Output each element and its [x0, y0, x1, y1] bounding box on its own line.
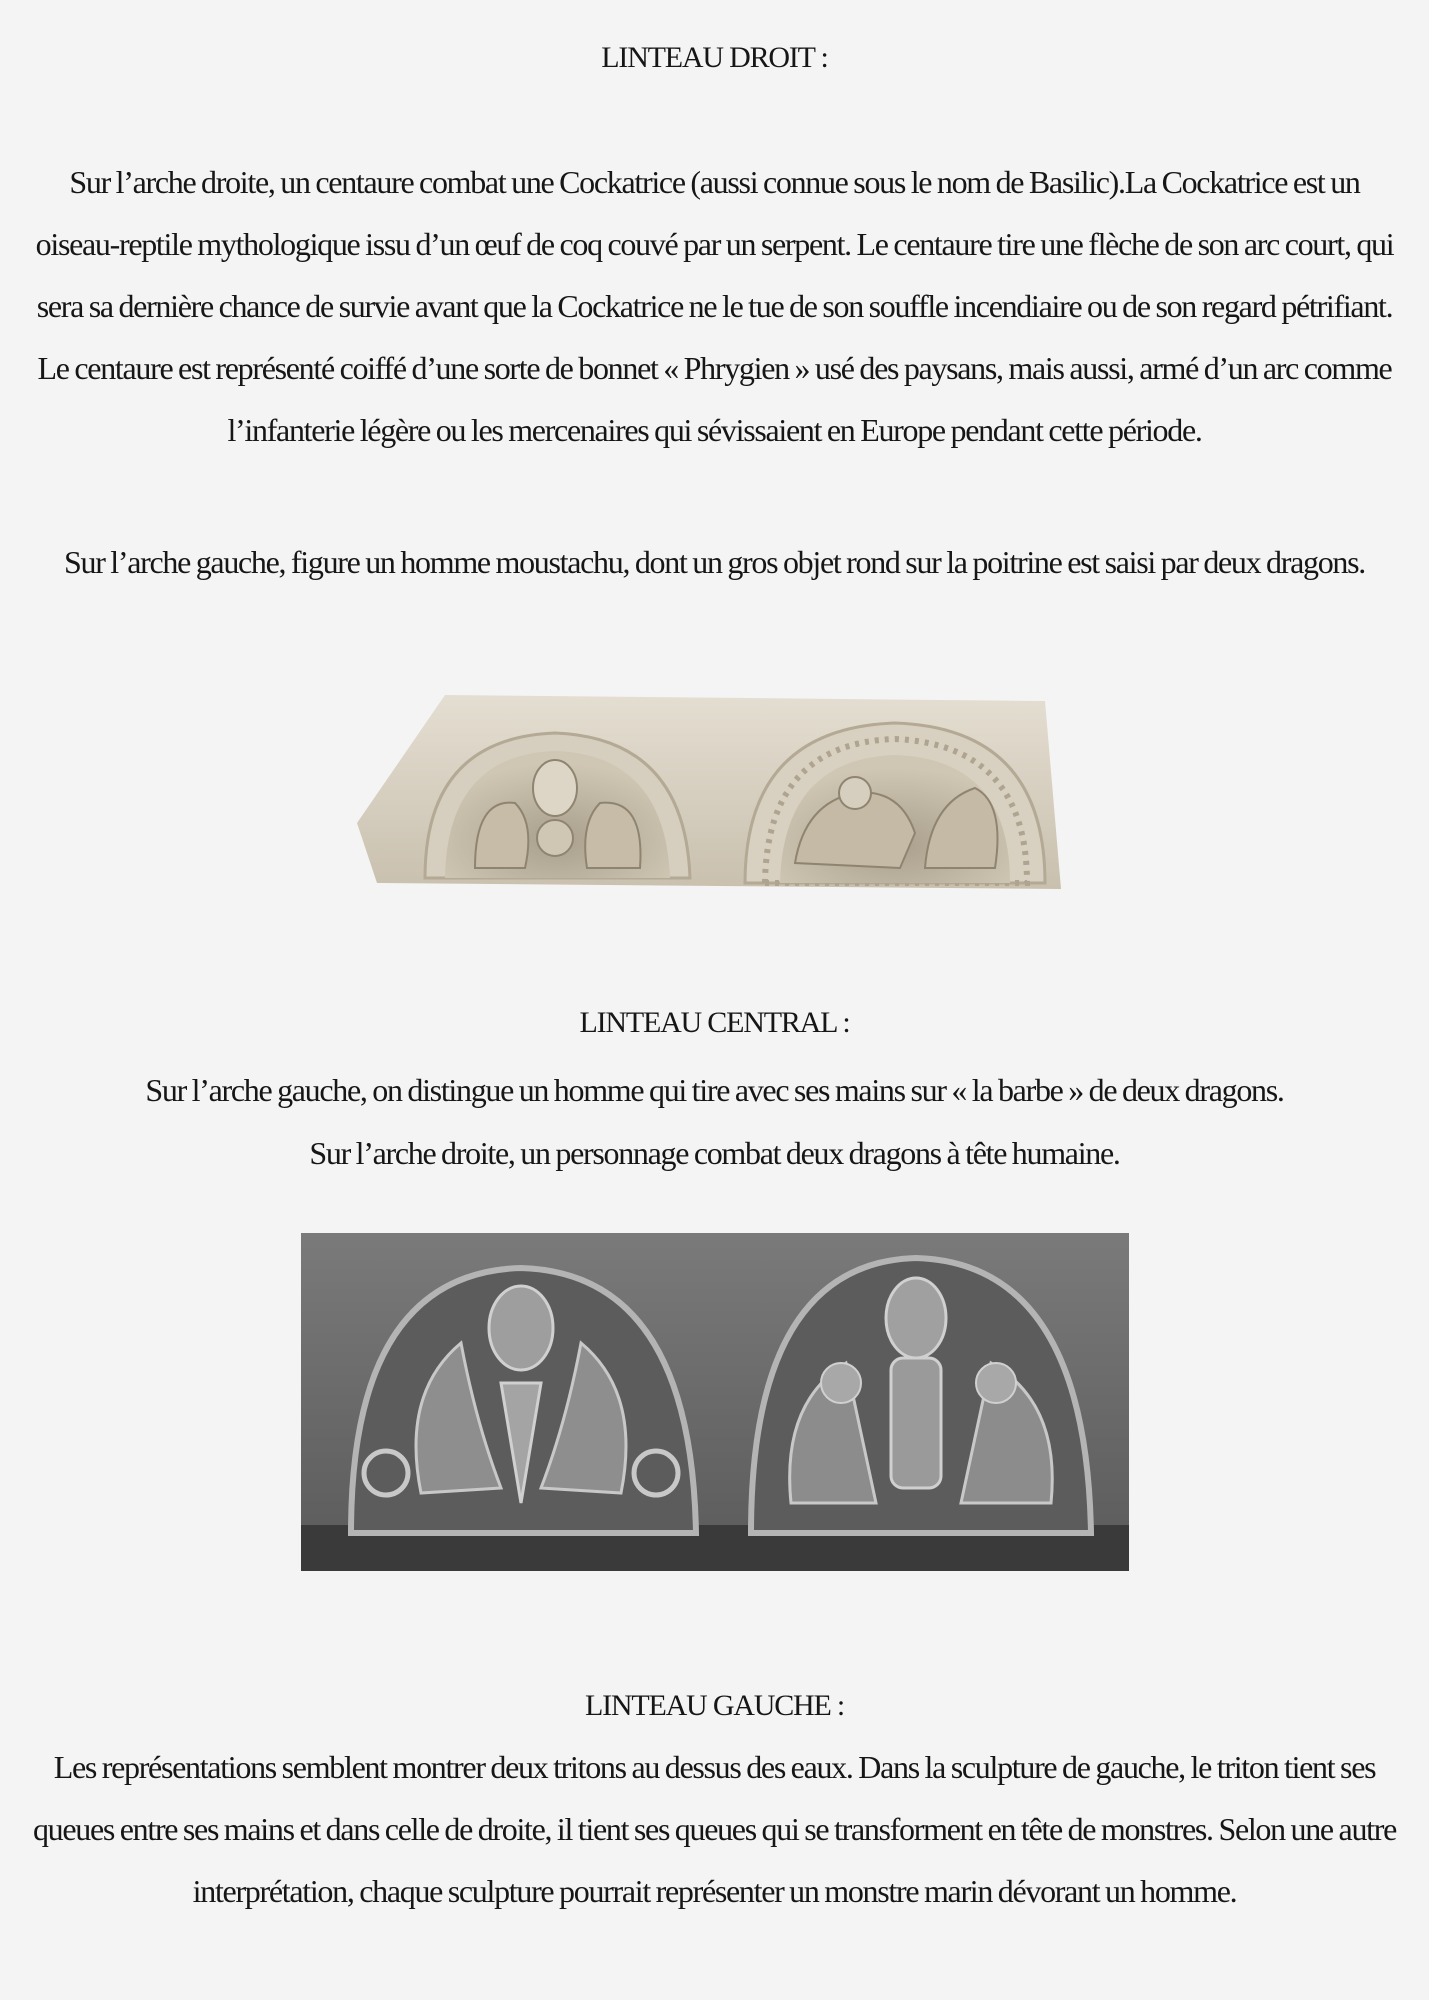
paragraph-droit-2: Sur l’arche gauche, figure un homme moustachu, dont un gros objet rond sur la poitrine est saisi par deux dragons.: [64, 544, 1365, 580]
heading-linteau-central: LINTEAU CENTRAL :: [579, 1006, 850, 1039]
heading-linteau-gauche: LINTEAU GAUCHE :: [584, 1689, 845, 1722]
heading-linteau-droit: LINTEAU DROIT :: [601, 41, 828, 74]
paragraph-gauche-1: Les représentations semblent montrer deux tritons au dessus des eaux. Dans la sculpture de gauche, le triton tient ses queues entre ses mains et dans celle de droite, il tient ses queues qui se transforment en tête de monstres. Selon une autre interprétation, chaque sculpture pourrait représenter un monstre marin dévorant un homme.: [32, 1749, 1396, 1909]
paragraph-central-1: Sur l’arche gauche, on distingue un homme qui tire avec ses mains sur « la barbe » de deux dragons.: [145, 1072, 1284, 1108]
lintel-right-photo: [355, 693, 1061, 889]
lintel-central-photo: [301, 1233, 1129, 1571]
paragraph-central-2: Sur l’arche droite, un personnage combat deux dragons à tête humaine.: [309, 1135, 1120, 1171]
paragraph-droit-1: Sur l’arche droite, un centaure combat une Cockatrice (aussi connue sous le nom de Basilic).La Cockatrice est un oiseau-reptile mythologique issu d’un œuf de coq couvé par un serpent. Le centaure tire une flèche de son arc court, qui sera sa dernière chance de survie avant que la Cockatrice ne le tue de son souffle incendiaire ou de son regard pétrifiant. Le centaure est représenté coiffé d’une sorte de bonnet « Phrygien » usé des paysans, mais aussi, armé d’un arc comme l’infanterie légère ou les mercenaires qui sévissaient en Europe pendant cette période.: [35, 164, 1394, 448]
